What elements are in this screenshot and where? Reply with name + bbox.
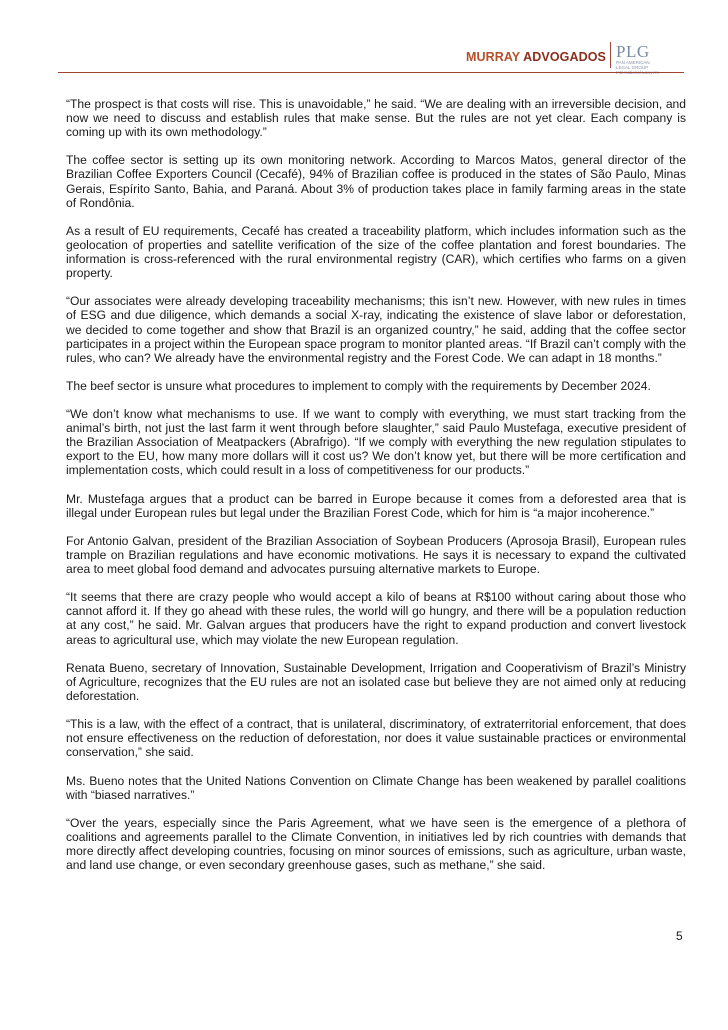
paragraph: The beef sector is unsure what procedures to implement to comply with the requirements by December 2024.	[66, 378, 651, 393]
paragraph: “We don’t know what mechanisms to use. If we want to comply with everything, we must start tracking from the animal’s birth, not just the last farm it went through before slaughter,” said Paulo Mustefaga, executive president of the Brazilian Association of Meatpackers (Abrafrigo). “If we comply with everything the new regulation stipulates to export to the EU, how many more dollars will it cost us? We don’t know yet, but there will be more certification and implementation costs, which could result in a loss of competitiveness for our products.”	[66, 407, 686, 478]
document-body	[66, 97, 686, 886]
logo-text: PLG	[616, 42, 650, 61]
paragraph: The coffee sector is setting up its own monitoring network. According to Marcos Matos, general director of the Brazilian Coffee Exporters Council (Cecafé), 94% of Brazilian coffee is produced in the states of São Paulo, Minas Gerais, Espírito Santo, Bahia, and Paraná. About 3% of production takes place in family farming areas in the state of Rondônia.	[66, 153, 686, 210]
brand-advogados: ADVOGADOS	[520, 50, 606, 64]
paragraph: “Our associates were already developing traceability mechanisms; this isn’t new. However, with new rules in times of ESG and due diligence, which demands a social X-ray, indicating the existence of slave labor or deforestation, we decided to come together and show that Brazil is an organized country,” he said, adding that the coffee sector participates in a project within the European space program to monitor planted areas. “If Brazil can’t comply with the rules, who can? We already have the environmental registry and the Forest Code. We can adapt in 18 months.”	[66, 294, 686, 365]
logo-sub-line2: LEGAL GROUP	[616, 64, 649, 70]
paragraph: “This is a law, with the effect of a contract, that is unilateral, discriminatory, of extraterritorial enforcement, that does not ensure effectiveness on the reduction of deforestation, nor does it value sustainable practices or environmental conservation,” she said.	[66, 717, 686, 760]
brand-name	[466, 50, 606, 64]
paragraph: For Antonio Galvan, president of the Brazilian Association of Soybean Producers (Aprosoja Brasil), European rules trample on Brazilian regulations and have economic motivations. He says it is necessary to expand the cultivated area to meet global food demand and advocates pursuing alternative markets to Europe.	[66, 533, 686, 577]
brand-murray: MURRAY	[465, 50, 521, 64]
page-number: 5	[676, 929, 683, 943]
page-header	[0, 0, 728, 80]
paragraph: “It seems that there are crazy people who would accept a kilo of beans at R$100 without caring about those who cannot afford it. If they go ahead with these rules, the world will go hungry, and there will be a population reduction at any cost,” he said. Mr. Galvan argues that producers have the right to expand production and convert livestock areas to agricultural use, which may violate the new European regulation.	[66, 590, 686, 647]
header-rule	[58, 72, 684, 73]
paragraph: “Over the years, especially since the Paris Agreement, what we have seen is the emergence of a plethora of coalitions and agreements parallel to the Climate Convention, in initiatives led by rich countries with demands that more directly affect developing countries, focusing on minor sources of emissions, such as agriculture, urban waste, and land use change, or even secondary greenhouse gases, such as methane,” she said.	[66, 815, 686, 873]
paragraph: “The prospect is that costs will rise. This is unavoidable,” he said. “We are dealing with an irreversible decision, and now we need to discuss and establish rules that make sense. But the rules are not yet clear. Each company is coming up with its own methodology.”	[66, 97, 686, 140]
paragraph: Mr. Mustefaga argues that a product can be barred in Europe because it comes from a deforested area that is illegal under European rules but legal under the Brazilian Forest Code, which for him is “a major incoherence.”	[66, 491, 686, 520]
paragraph: Ms. Bueno notes that the United Nations Convention on Climate Change has been weakened by parallel coalitions with “biased narratives.”	[66, 773, 686, 802]
paragraph: As a result of EU requirements, Cecafé has created a traceability platform, which includes information such as the geolocation of properties and satellite verification of the size of the coffee plantation and forest boundaries. The information is cross-referenced with the rural environmental registry (CAR), which certifies who farms on a given property.	[66, 223, 686, 281]
paragraph: Renata Bueno, secretary of Innovation, Sustainable Development, Irrigation and Cooperativism of Brazil’s Ministry of Agriculture, recognizes that the EU rules are not an isolated case but believe they are not aimed only at reducing deforestation.	[66, 660, 686, 703]
logo-divider	[610, 42, 611, 68]
logo-sub-line1: PAN AMERICAN	[616, 60, 650, 65]
logo-subtitle	[616, 61, 676, 75]
plg-logo	[610, 40, 680, 70]
